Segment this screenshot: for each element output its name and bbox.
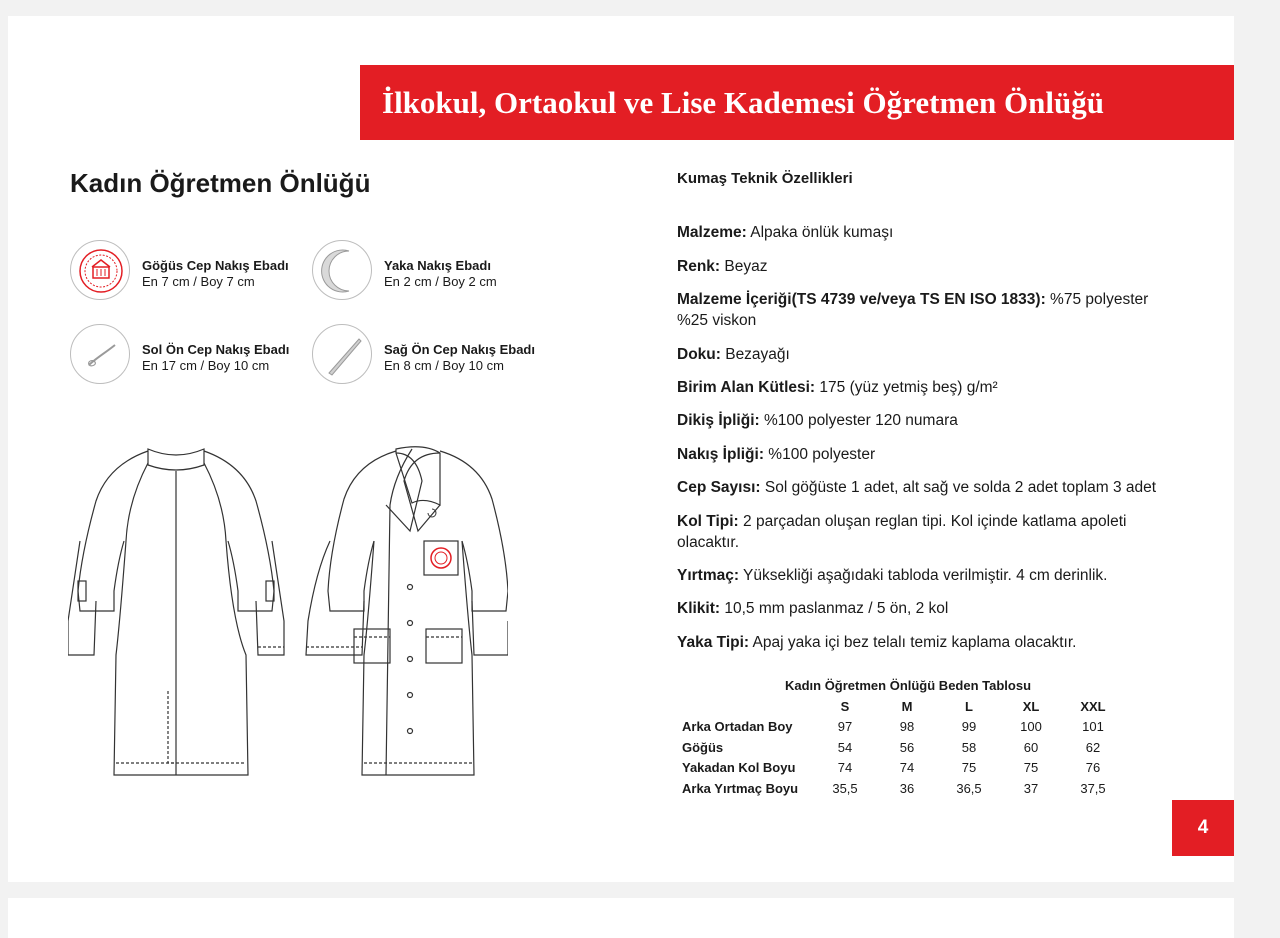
spec-item [677,222,1197,243]
size-column-header: S [840,698,850,714]
table-cell: 99 [961,718,977,734]
spec-label: Dikiş İpliği: [677,412,760,429]
fabric-specs-title: Kumaş Teknik Özellikleri [677,170,853,187]
coat-technical-drawing [68,441,508,781]
spec-item [677,632,1197,653]
spec-value: 10,5 mm paslanmaz / 5 ön, 2 kol [720,600,949,617]
embroidery-item [70,324,330,388]
spec-label: Yırtmaç: [677,567,740,584]
table-cell: 58 [961,739,977,755]
size-column-header: XXL [1080,698,1106,714]
section-title: Kadın Öğretmen Önlüğü [70,168,371,198]
table-cell: 100 [1020,718,1042,734]
table-cell: 36,5 [956,780,982,796]
spec-value: 175 (yüz yetmiş beş) g/m² [815,379,998,396]
pen-icon [312,324,372,384]
table-cell: 74 [899,760,915,776]
table-cell: 98 [899,718,915,734]
table-cell: 75 [1023,760,1039,776]
size-table-header-row [678,696,1124,716]
table-cell: 62 [1085,739,1101,755]
spec-label: Malzeme: [677,224,747,241]
table-cell: 37,5 [1080,780,1106,796]
chest-emblem-mark [431,548,451,568]
spec-label: Kol Tipi: [677,513,739,530]
spec-item [677,377,1197,398]
row-label: Arka Yırtmaç Boyu [682,780,799,796]
table-cell: 75 [961,760,977,776]
table-row [678,716,1124,737]
embroidery-title: Sol Ön Cep Nakış Ebadı [142,342,290,357]
embroidery-title: Sağ Ön Cep Nakış Ebadı [384,342,535,357]
table-cell: 37 [1023,780,1039,796]
table-cell: 35,5 [832,780,858,796]
spec-item [677,289,1177,331]
spec-value: %100 polyester 120 numara [759,412,958,429]
spec-value: Alpaka önlük kumaşı [746,224,894,241]
spec-value: Sol göğüste 1 adet, alt sağ ve solda 2 adet toplam 3 adet [760,479,1157,496]
embroidery-item [312,324,572,388]
spec-value: Beyaz [720,258,768,275]
spec-label: Doku: [677,346,721,363]
row-label: Yakadan Kol Boyu [682,760,796,776]
table-cell: 36 [899,780,915,796]
coat-back-view [68,449,284,775]
table-cell: 74 [837,760,853,776]
document-page [8,16,1234,882]
table-row [678,778,1124,799]
size-table-corner [678,696,814,716]
spec-label: Malzeme İçeriği(TS 4739 ve/veya TS EN ISO 1833): [677,291,1046,308]
size-table [678,696,1124,799]
row-label: Göğüs [682,739,724,755]
embroidery-size: En 7 cm / Boy 7 cm [142,274,255,289]
table-cell: 101 [1082,718,1104,734]
spec-item [677,477,1197,498]
size-column-header: XL [1022,698,1040,714]
size-table-title: Kadın Öğretmen Önlüğü Beden Tablosu [784,678,1032,693]
table-row [678,737,1124,758]
row-label: Arka Ortadan Boy [682,718,793,734]
spec-value: %75 polyester %25 viskon [677,291,1149,329]
spec-value: 2 parçadan oluşan reglan tipi. Kol içinde katlama apoleti olacaktır. [677,513,1127,551]
spec-item [677,444,1197,465]
embroidery-item [312,240,572,304]
embroidery-size: En 8 cm / Boy 10 cm [384,358,504,373]
spec-value: %100 polyester [764,446,876,463]
spec-item [677,565,1197,586]
next-page-edge [8,898,1234,938]
spec-label: Nakış İpliği: [677,446,764,463]
spec-item [677,410,1197,431]
spec-value: Apaj yaka içi bez telalı temiz kaplama olacaktır. [749,634,1077,651]
spec-label: Renk: [677,258,721,275]
embroidery-size: En 2 cm / Boy 2 cm [384,274,497,289]
spec-item [677,511,1177,553]
table-cell: 76 [1085,760,1101,776]
page-number: 4 [1172,800,1234,856]
size-column-header: L [965,698,973,714]
embroidery-size: En 17 cm / Boy 10 cm [142,358,270,373]
banner-title: İlkokul, Ortaokul ve Lise Kademesi Öğretmen Önlüğü [382,85,1104,120]
table-row [678,757,1124,778]
spec-value: Bezayağı [720,346,790,363]
spec-item [677,344,1197,365]
coat-front-view [306,447,508,775]
emblem-icon [70,240,130,300]
embroidery-item [70,240,330,304]
spec-label: Cep Sayısı: [677,479,761,496]
spec-label: Birim Alan Kütlesi: [677,379,816,396]
spec-value: Yüksekliği aşağıdaki tabloda verilmiştir. 4 cm derinlik. [739,567,1108,584]
table-cell: 56 [899,739,915,755]
pen-icon [70,324,130,384]
spec-label: Yaka Tipi: [677,634,750,651]
table-cell: 97 [837,718,853,734]
table-cell: 54 [837,739,853,755]
embroidery-title: Yaka Nakış Ebadı [384,258,491,273]
spec-item [677,256,1197,277]
spec-item [677,598,1197,619]
embroidery-title: Göğüs Cep Nakış Ebadı [142,258,289,273]
table-cell: 60 [1023,739,1039,755]
crescent-icon [312,240,372,300]
spec-label: Klikit: [677,600,721,617]
size-column-header: M [901,698,913,714]
title-banner [360,65,1234,140]
